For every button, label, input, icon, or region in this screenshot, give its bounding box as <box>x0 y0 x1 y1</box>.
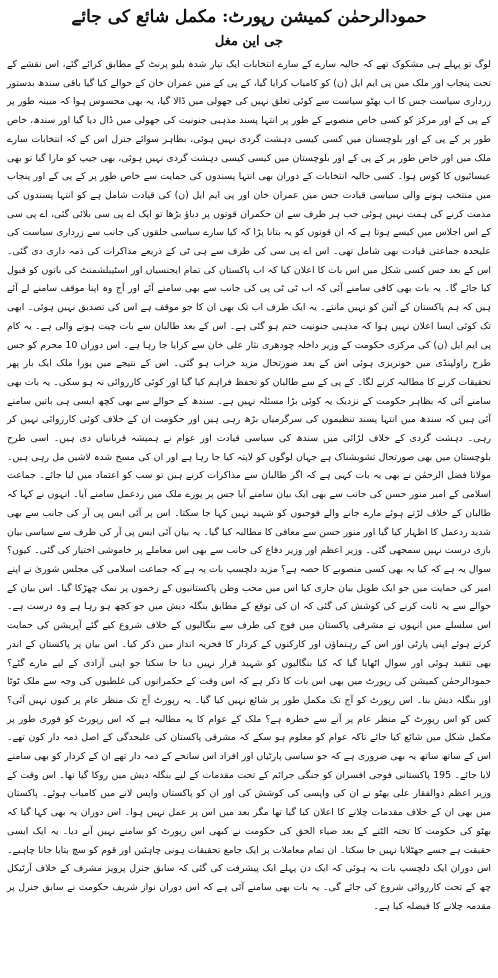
article-byline: جی این مغل <box>214 34 284 49</box>
article-headline: حمودالرحمٰن کمیشن رپورٹ: مکمل شائع کی جائے <box>71 7 427 27</box>
article-body: لوگ تو پہلے ہی مشکوک تھے کہ حالیہ سارے کے سارے انتخابات ایک تیار شدہ بلیو پرنٹ کے مطابق کرائے گئے، اس نقشے کے تحت پنجاب اور ملک میں پی ایم ایل (ن) کو کامیاب کرایا گیا، کے پی کے میں عمران خان کے حوالے کیا گیا باقی سندھ بدستور زرداری سیاست جس کا اب بھٹو سیاست سے کوئی تعلق نہیں کی جھولی میں ڈالا گیا، یہ بھی محسوس ہوا کہ مبینہ طور پر کے پی کے اور مرکز کو کسی خاص منصوبے کے طور پر انتہا پسند مذہبی جنونیت کی جھولی میں ڈال دیا گیا اور سندھ، خاص طور پر کے پی کے اور بلوچستان میں کسی کیسی دہشت گردی نہیں ہوئی، بظاہر سوائے جنرل اس کے کہ انتخابات سارے ملک میں اور خاص طور پر کے پی کے اور بلوچستان میں کیسی کیسی دہشت گردی نہیں ہوئی، بھی جیپ کو مارا گیا تو بھی عیسائیوں کا کوس ہوا۔ کسی حالیہ انتخابات کے دوران بھی انتہا پسندوں کی حمایت سے خاص طور پر کے پی کے اور پنجاب میں منتخب ہونے والی سیاسی قیادت جس میں عمران خان اور پی ایم ایل (ن) کی قیادت شامل ہے کو انتہا پسندوں کی مذمت کرنے کی ہمت نہیں ہوئی جب ہر طرف سے ان حکمران قوتوں پر دباؤ بڑھا تو ایک اے پی سی بلائی گئی، اے پی سی کے اس اجلاس میں کیسے ہوتا ہے کہ ان قوتوں کو یہ بتانا پڑا کہ کیا سارے سیاسی حلقوں کی جانب سے زرداری سیاست کی علیحدہ جماعتی قیادت بھی شامل تھی۔ اس اے پی سی کی طرف سے ہی ٹی کے ذریعے مذاکرات کی ذمہ داری دی گئی۔ اس کے بعد جس کسی شکل میں اس بات کا اعلان کیا کہ اب پاکستان کی تمام ایجنسیاں اور اسٹیبلشمنٹ کی باتوں کو قبول کیا جائے گا۔ یہ بات بھی کافی سامنے آئی کہ اب ٹی ٹی پی کی جانب سے بھی سامنے آئے اور آج وہ اپنا موقف سامنے لے آئے ہیں کہ ہم پاکستان کے آئین کو نہیں مانتے۔ یہ ایک طرف اب تک بھی ان کا جو موقف ہے اس کی تصدیق نہیں ہوئی۔ ابھی تک کوئی ایسا اعلان نہیں ہوا کہ مذہبی جنونیت ختم ہو گئی ہے۔ اس کے بعد طالبان سے بات چیت ہونے والی ہے۔ یہ کام پی ایم ایل (ن) کی مرکزی حکومت کے وزیر داخلہ چودھری نثار علی خان سے کرایا جا رہا ہے۔ اس دوران 10 محرم کو جس طرح راولپنڈی میں خونریزی ہوئی اس کے بعد صورتحال مزید خراب ہو گئی۔ اس کے نتیجے میں پورا ملک ایک بار پھر تحقیقات کرنے کا مطالبہ کرنے لگا۔ کے پی کے سے طالبان کو تحفظ فراہم کیا گیا اور کوئی کارروائی نہ ہو سکی۔ یہ بات بھی سامنے آئی کہ بظاہر حکومت کے نزدیک یہ کوئی بڑا مسئلہ نہیں ہے۔ سندھ کے حوالے سے بھی کچھ ایسی ہی باتیں سامنے آئی ہیں کہ سندھ میں انتہا پسند تنظیموں کی سرگرمیاں بڑھ رہی ہیں اور حکومت ان کے خلاف کوئی کارروائی نہیں کر رہی۔ دہشت گردی کے خلاف لڑائی میں سندھ کی سیاسی قیادت اور عوام نے ہمیشہ قربانیاں دی ہیں۔ اسی طرح بلوچستان میں بھی صورتحال تشویشناک ہے جہاں لوگوں کو لاپتہ کیا جا رہا ہے اور ان کی مسخ شدہ لاشیں مل رہی ہیں۔ مولانا فضل الرحمٰن نے بھی یہ بات کہی ہے کہ اگر طالبان سے مذاکرات کرنے ہیں تو سب کو اعتماد میں لیا جائے۔ جماعت اسلامی کے امیر منور حسن کی جانب سے بھی ایک بیان سامنے آیا جس پر پورے ملک میں ردعمل سامنے آیا۔ انہوں نے کہا کہ طالبان کے خلاف لڑتے ہوئے مارے جانے والے فوجیوں کو شہید نہیں کہا جا سکتا۔ اس پر آئی ایس پی آر کی جانب سے بھی شدید ردعمل کا اظہار کیا گیا اور منور حسن سے معافی کا مطالبہ کیا گیا۔ یہ بیان آئی ایس پی آر کی طرف سے سیاسی بیان بازی درست نہیں سمجھی گئی۔ وزیر اعظم اور وزیر دفاع کی جانب سے بھی اس معاملے پر خاموشی اختیار کی گئی۔ کیوں؟ سوال یہ ہے کہ کیا یہ بھی کسی منصوبے کا حصہ ہے؟ مزید دلچسپ بات یہ ہے کہ جماعت اسلامی کی مجلس شوریٰ نے اپنے امیر کی حمایت میں جو ایک طویل بیان جاری کیا اس میں محب وطن پاکستانیوں کے زخموں پر نمک چھڑکا گیا۔ اس بیان کے حوالے سے یہ ثابت کرنے کی کوشش کی گئی کہ ان کی توقع کے مطابق بنگلہ دیش میں جو کچھ ہو رہا ہے وہ درست ہے۔ اس سلسلے میں انہوں نے مشرقی پاکستان میں فوج کی طرف سے بنگالیوں کے خلاف شروع کیے گئے آپریشن کی حمایت کرتے ہوئے اپنی پارٹی اور اس کے رہنماؤں اور کارکنوں کے کردار کا فخریہ انداز میں ذکر کیا۔ اس بیان پر پاکستان کے اندر بھی تنقید ہوئی اور سوال اٹھایا گیا کہ کیا بنگالیوں کو شہید قرار نہیں دیا جا سکتا جو اپنی آزادی کے لیے مارے گئے؟ حمودالرحمٰن کمیشن کی رپورٹ میں بھی اس بات کا ذکر ہے کہ اس وقت کے حکمرانوں کی غلطیوں کی وجہ سے ملک ٹوٹا اور بنگلہ دیش بنا۔ اس رپورٹ کو آج تک مکمل طور پر شائع نہیں کیا گیا۔ یہ رپورٹ آج تک منظر عام پر کیوں نہیں آئی؟ کس کو اس رپورٹ کے منظر عام پر آنے سے خطرہ ہے؟ ملک کے عوام کا یہ مطالبہ ہے کہ اس رپورٹ کو فوری طور پر مکمل شکل میں شائع کیا جائے تاکہ عوام کو معلوم ہو سکے کہ مشرقی پاکستان کی علیحدگی کے اصل ذمہ دار کون تھے۔ اس کے ساتھ ساتھ یہ بھی ضروری ہے کہ جو سیاسی پارٹیاں اور افراد اس سانحے کے ذمہ دار تھے ان کے کردار کو بھی سامنے لایا جائے۔ 195 پاکستانی فوجی افسران کو جنگی جرائم کے تحت مقدمات کے لیے بنگلہ دیش میں روکا گیا تھا۔ اس وقت کے وزیر اعظم ذوالفقار علی بھٹو نے ان کی واپسی کی کوشش کی اور ان کو پاکستان واپس لانے میں کامیاب ہوئے۔ پاکستان میں بھی ان کے خلاف مقدمات چلانے کا اعلان کیا گیا تھا مگر بعد میں اس پر عمل نہیں ہوا۔ اس دوران یہ بھی کہا گیا کہ بھٹو کی حکومت کا تختہ الٹنے کے بعد ضیاء الحق کی حکومت نے کبھی اس رپورٹ کو سامنے نہیں آنے دیا۔ یہ ایک ایسی حقیقت ہے جسے جھٹلایا نہیں جا سکتا۔ ان تمام معاملات پر ایک جامع تحقیقات ہونی چاہئیں اور قوم کو سچ بتایا جانا چاہیے۔ اس دوران ایک دلچسپ بات یہ ہوئی کہ ایک دن پہلے ایک پیشرفت کی گئی کہ سابق جنرل پرویز مشرف کے خلاف آرٹیکل چھ کے تحت کارروائی شروع کی جائے گی۔ یہ بات بھی سامنے آئی ہے کہ اس دوران نواز شریف حکومت نے سابق جنرل پر مقدمہ چلانے کا فیصلہ کیا ہے۔ <box>7 59 491 912</box>
